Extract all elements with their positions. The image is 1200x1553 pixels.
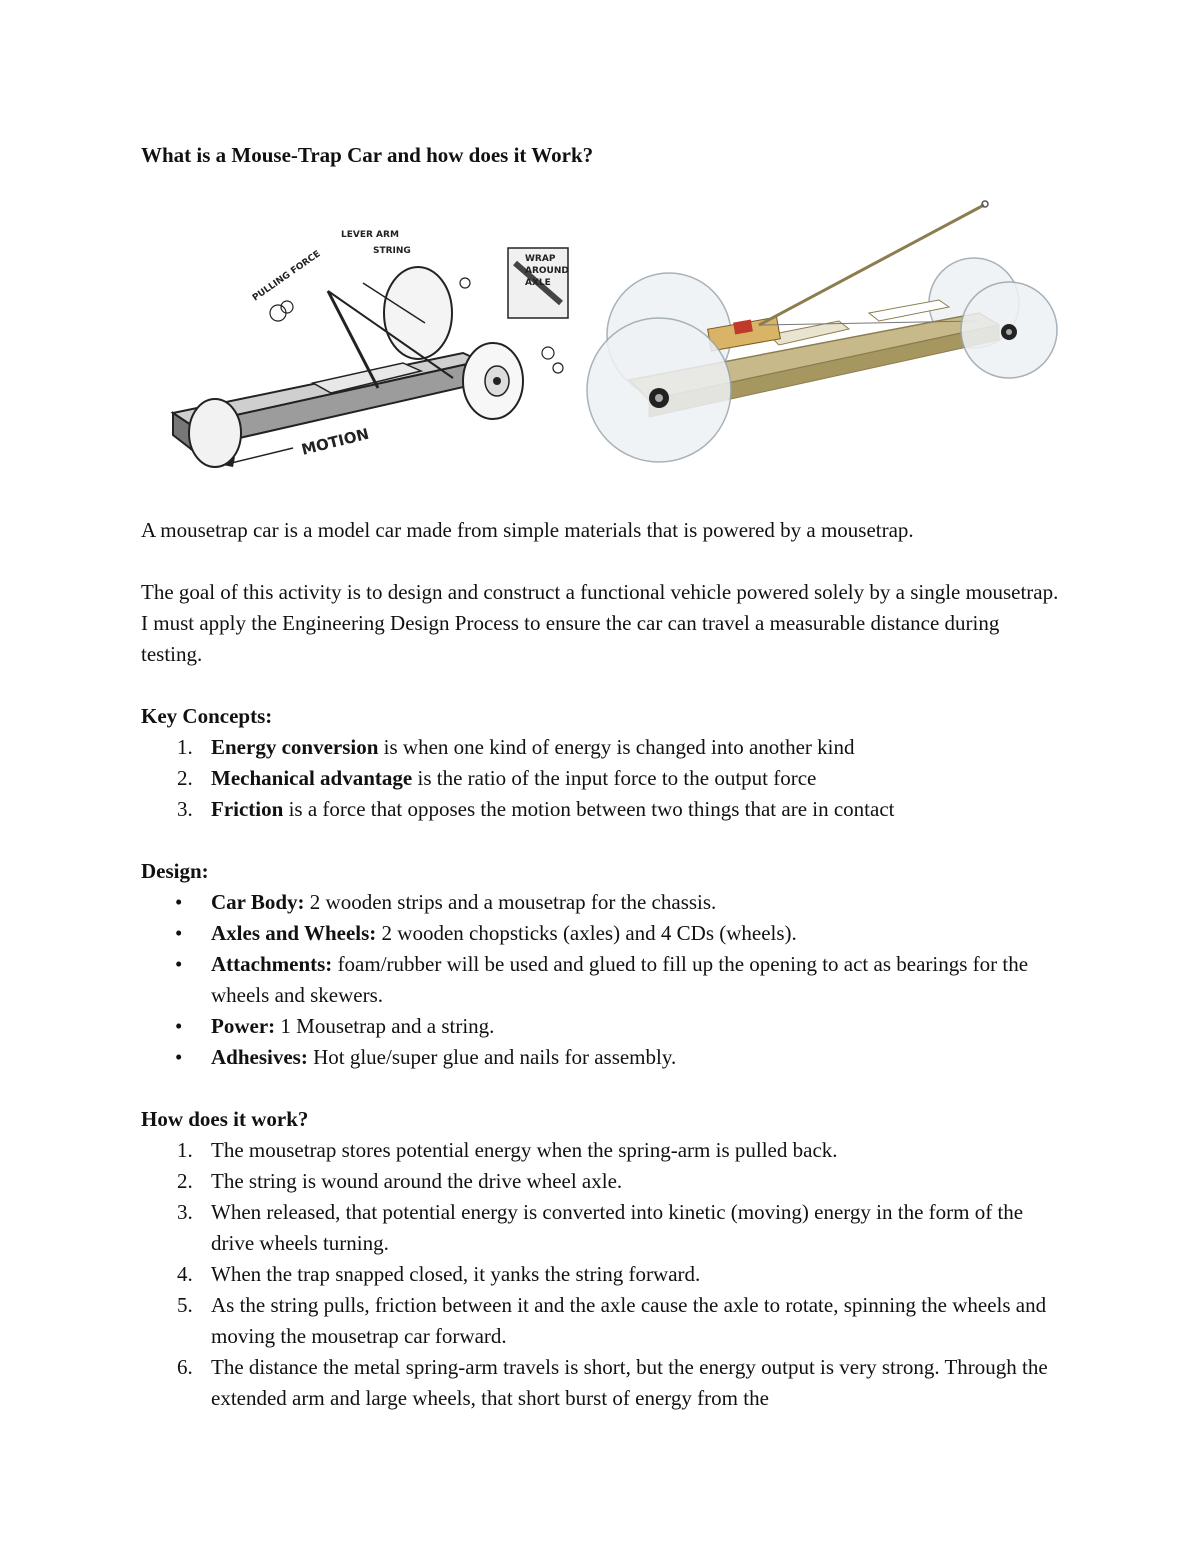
key-concepts-heading: Key Concepts:	[141, 704, 273, 728]
list-item: 5. As the string pulls, friction between it and the axle cause the axle to rotate, spinning the wheels and moving the mousetrap car forward.	[177, 1293, 1047, 1348]
goal-paragraph: The goal of this activity is to design and construct a functional vehicle powered solely by a single mousetrap. I must apply the Engineering Design Process to ensure the car can travel a measurable distance during testing.	[141, 580, 1059, 666]
how-list	[141, 1135, 1061, 1414]
list-item: • Axles and Wheels: 2 wooden chopsticks (axles) and 4 CDs (wheels).	[175, 921, 797, 945]
list-item: 1. The mousetrap stores potential energy when the spring-arm is pulled back.	[177, 1138, 838, 1162]
list-item: 4. When the trap snapped closed, it yanks the string forward.	[177, 1262, 701, 1286]
design-heading: Design:	[141, 859, 209, 883]
label-pulling-force: PULLING FORCE	[250, 249, 323, 304]
list-item: 3. Friction is a force that opposes the motion between two things that are in contact	[177, 797, 895, 821]
label-around: AROUND	[525, 266, 569, 276]
figures-row	[141, 195, 1061, 485]
list-item: • Attachments: foam/rubber will be used and glued to fill up the opening to act as bearings for the wheels and skewers.	[175, 952, 1029, 1007]
mousetrap-car-photo	[579, 195, 1059, 485]
list-item: • Car Body: 2 wooden strips and a mousetrap for the chassis.	[175, 890, 717, 914]
list-item: • Power: 1 Mousetrap and a string.	[175, 1014, 495, 1038]
page-title: What is a Mouse-Trap Car and how does it Work?	[141, 143, 594, 167]
list-item: 2. The string is wound around the drive wheel axle.	[177, 1169, 623, 1193]
list-item: 2. Mechanical advantage is the ratio of the input force to the output force	[177, 766, 817, 790]
how-heading: How does it work?	[141, 1107, 309, 1131]
design-list	[141, 887, 1061, 1073]
label-axle: AXLE	[525, 278, 551, 288]
label-lever-arm: LEVER ARM	[341, 230, 399, 240]
document-body	[141, 140, 1061, 1445]
list-item: 1. Energy conversion is when one kind of energy is changed into another kind	[177, 735, 855, 759]
list-item: 6. The distance the metal spring-arm travels is short, but the energy output is very strong. Through the extended arm and large wheels, that short burst of energy from the	[177, 1355, 1048, 1410]
list-item: • Adhesives: Hot glue/super glue and nails for assembly.	[175, 1045, 677, 1069]
intro-paragraph: A mousetrap car is a model car made from simple materials that is powered by a mousetrap.	[141, 518, 914, 542]
list-item: 3. When released, that potential energy is converted into kinetic (moving) energy in the form of the drive wheels turning.	[177, 1200, 1024, 1255]
label-motion: MOTION	[299, 424, 371, 459]
mousetrap-car-sketch-diagram	[163, 203, 583, 473]
label-string: STRING	[373, 246, 411, 256]
label-wrap: WRAP	[525, 254, 556, 264]
key-concepts-list	[141, 732, 1061, 825]
